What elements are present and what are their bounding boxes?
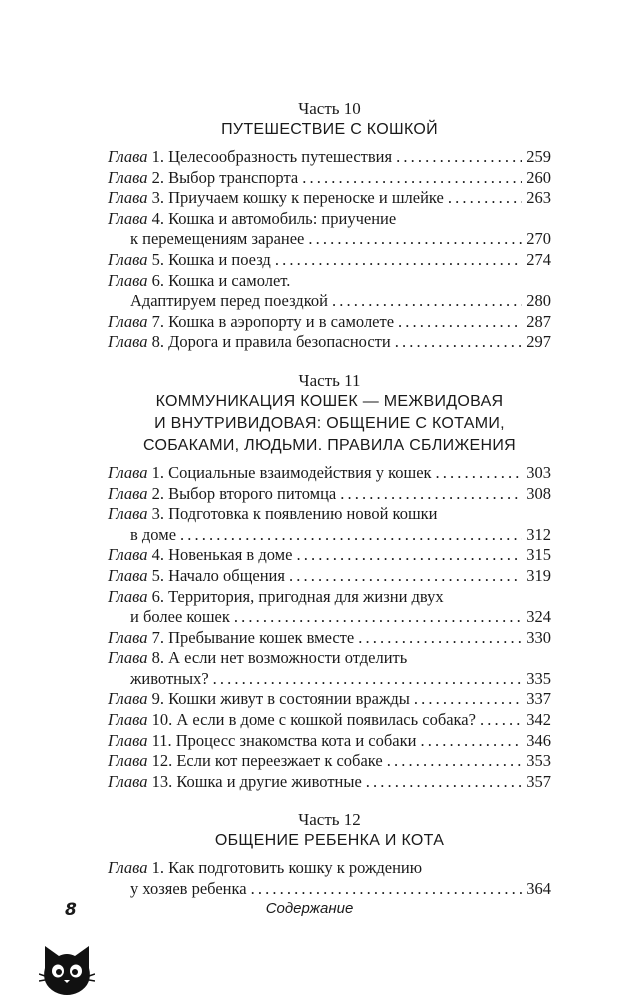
chapter-list — [108, 858, 551, 899]
table-of-contents — [108, 99, 551, 918]
dot-leader — [398, 312, 522, 333]
chapter-title: Если кот переезжает к собаке — [176, 751, 383, 771]
toc-entry — [108, 463, 551, 484]
toc-entry — [108, 271, 551, 312]
page-ref: 312 — [526, 524, 551, 544]
toc-entry — [108, 250, 551, 271]
toc-entry-line — [108, 525, 551, 546]
page-ref: 260 — [526, 167, 551, 187]
chapter-title: Выбор второго питомца — [168, 483, 337, 503]
chapter-label: Глава — [108, 249, 148, 269]
page-ref: 353 — [526, 751, 551, 771]
chapter-list — [108, 147, 551, 353]
chapter-label: Глава — [108, 208, 148, 228]
chapter-number: 1. — [147, 858, 169, 878]
dot-leader — [396, 147, 522, 168]
chapter-label: Глава — [108, 565, 148, 585]
chapter-number: 1. — [147, 462, 169, 482]
page-number: 8 — [65, 900, 77, 920]
chapter-title: Кошка и другие животные — [176, 771, 362, 791]
chapter-title: Выбор транспорта — [168, 167, 299, 187]
chapter-title: Адаптируем перед поездкой — [130, 291, 328, 311]
page-ref: 274 — [526, 249, 551, 269]
chapter-number: 2. — [147, 167, 169, 187]
chapter-title: Процесс знакомства кота и собаки — [175, 730, 417, 750]
chapter-number: 7. — [147, 311, 169, 331]
chapter-number: 5. — [147, 565, 169, 585]
chapter-label: Глава — [108, 147, 148, 166]
toc-entry — [108, 731, 551, 752]
chapter-number: 6. — [147, 586, 169, 606]
dot-leader — [358, 628, 522, 649]
dot-leader — [366, 772, 522, 793]
chapter-title: Приучаем кошку к переноске и шлейке — [168, 188, 444, 208]
chapter-title: у хозяев ребенка — [130, 879, 247, 899]
dot-leader — [387, 751, 523, 772]
toc-entry — [108, 689, 551, 710]
page-ref: 337 — [526, 689, 551, 709]
toc-entry-line — [108, 312, 551, 333]
chapter-label: Глава — [108, 648, 148, 668]
part-title-line: ПУТЕШЕСТВИЕ С КОШКОЙ — [221, 121, 438, 138]
toc-entry — [108, 484, 551, 505]
chapter-title: Как подготовить кошку к рождению — [168, 858, 423, 878]
chapter-title: Целесообразность путешествия — [168, 147, 393, 166]
page-ref: 287 — [526, 311, 551, 331]
toc-entry-line — [108, 250, 551, 271]
dot-leader — [213, 669, 523, 690]
page-ref: 335 — [526, 668, 551, 688]
chapter-label: Глава — [108, 730, 148, 750]
dot-leader — [289, 566, 522, 587]
chapter-label: Глава — [108, 483, 148, 503]
toc-entry — [108, 648, 551, 689]
chapter-title: к перемещениям заранее — [130, 229, 305, 249]
toc-entry-line — [108, 648, 551, 669]
toc-entry — [108, 628, 551, 649]
part-label: Часть 10 — [298, 99, 361, 118]
chapter-title: А если в доме с кошкой появилась собака? — [176, 710, 476, 730]
chapter-title: и более кошек — [130, 607, 230, 627]
chapter-number: 5. — [147, 249, 169, 269]
dot-leader — [302, 168, 522, 189]
part-heading — [108, 371, 551, 457]
dot-leader — [395, 332, 523, 353]
toc-entry — [108, 545, 551, 566]
page-ref: 308 — [526, 483, 551, 503]
part-title-line: СОБАКАМИ, ЛЮДЬМИ. ПРАВИЛА СБЛИЖЕНИЯ — [142, 436, 516, 454]
toc-entry-line — [108, 607, 551, 628]
chapter-title: Территория, пригодная для жизни двух — [168, 586, 444, 606]
toc-entry — [108, 312, 551, 333]
page-ref: 303 — [526, 462, 551, 482]
page-ref: 330 — [526, 627, 551, 647]
page-ref: 315 — [526, 545, 551, 565]
page-ref: 324 — [526, 607, 551, 627]
chapter-label: Глава — [108, 710, 148, 730]
toc-entry-line — [108, 188, 551, 209]
toc-entry-line — [108, 271, 551, 292]
toc-entry-line — [108, 566, 551, 587]
chapter-title: животных? — [130, 668, 209, 688]
toc-entry — [108, 858, 551, 899]
chapter-title: А если нет возможности отделить — [168, 648, 408, 668]
page-ref: 263 — [526, 188, 551, 208]
chapter-number: 1. — [147, 147, 169, 166]
chapter-number: 3. — [147, 188, 169, 208]
part-title-line: ОБЩЕНИЕ РЕБЕНКА И КОТА — [214, 832, 445, 850]
chapter-number: 11. — [147, 730, 176, 750]
page-ref: 259 — [526, 147, 551, 166]
chapter-label: Глава — [108, 167, 148, 187]
chapter-title: Пребывание кошек вместе — [168, 627, 355, 647]
chapter-title: Кошки живут в состоянии вражды — [168, 689, 410, 709]
chapter-number: 10. — [147, 710, 177, 730]
chapter-number: 7. — [147, 627, 169, 647]
toc-entry — [108, 332, 551, 353]
toc-entry — [108, 188, 551, 209]
dot-leader — [234, 607, 522, 628]
toc-entry-line — [108, 168, 551, 189]
chapter-label: Глава — [108, 689, 148, 709]
toc-entry-line — [108, 689, 551, 710]
part-heading — [108, 810, 551, 852]
page-ref: 280 — [526, 291, 551, 311]
chapter-number: 3. — [147, 504, 169, 524]
chapter-title: Кошка и автомобиль: приучение — [168, 208, 397, 228]
chapter-list — [108, 463, 551, 793]
chapter-number: 8. — [147, 648, 169, 668]
chapter-title: Кошка и поезд — [168, 249, 271, 269]
chapter-label: Глава — [108, 751, 148, 771]
chapter-label: Глава — [108, 332, 148, 352]
toc-entry — [108, 772, 551, 793]
chapter-label: Глава — [108, 270, 148, 290]
page-ref: 346 — [526, 730, 551, 750]
chapter-number: 12. — [147, 751, 177, 771]
dot-leader — [480, 710, 522, 731]
toc-entry-line — [108, 463, 551, 484]
toc-entry-line — [108, 587, 551, 608]
chapter-label: Глава — [108, 545, 148, 565]
toc-entry — [108, 751, 551, 772]
chapter-title: в доме — [130, 524, 177, 544]
chapter-number: 9. — [147, 689, 169, 709]
part-label: Часть 12 — [298, 810, 361, 830]
toc-entry — [108, 147, 551, 168]
dot-leader — [308, 229, 522, 250]
chapter-title: Подготовка к появлению новой кошки — [168, 504, 438, 524]
toc-entry-line — [108, 229, 551, 250]
chapter-label: Глава — [108, 504, 148, 524]
chapter-number: 4. — [147, 208, 169, 228]
part-heading — [108, 99, 551, 141]
page-ref: 364 — [526, 879, 551, 899]
chapter-number: 13. — [147, 771, 177, 791]
toc-entry-line — [108, 772, 551, 793]
chapter-title: Дорога и правила безопасности — [168, 332, 391, 352]
toc-entry — [108, 587, 551, 628]
running-title: Содержание — [265, 900, 354, 917]
toc-entry-line — [108, 669, 551, 690]
toc-entry — [108, 566, 551, 587]
chapter-title: Кошка в аэропорту и в самолете — [168, 311, 395, 331]
toc-entry-line — [108, 484, 551, 505]
part-title-line: КОММУНИКАЦИЯ КОШЕК — МЕЖВИДОВАЯ — [155, 392, 504, 410]
toc-entry-line — [108, 147, 551, 168]
toc-entry — [108, 209, 551, 250]
dot-leader — [436, 463, 523, 484]
toc-entry — [108, 504, 551, 545]
toc-entry-line — [108, 291, 551, 312]
chapter-number: 2. — [147, 483, 169, 503]
dot-leader — [414, 689, 522, 710]
part-title-line: И ВНУТРИВИДОВАЯ: ОБЩЕНИЕ С КОТАМИ, — [154, 414, 505, 432]
toc-entry-line — [108, 731, 551, 752]
toc-entry-line — [108, 332, 551, 353]
chapter-label: Глава — [108, 858, 148, 878]
dot-leader — [420, 731, 522, 752]
chapter-label: Глава — [108, 311, 148, 331]
dot-leader — [251, 879, 523, 900]
toc-entry-line — [108, 545, 551, 566]
chapter-label: Глава — [108, 627, 148, 647]
part-label: Часть 11 — [298, 370, 361, 390]
dot-leader — [332, 291, 522, 312]
page-ref: 297 — [526, 332, 551, 352]
toc-entry-line — [108, 504, 551, 525]
chapter-label: Глава — [108, 586, 148, 606]
chapter-title: Социальные взаимодействия у кошек — [168, 462, 432, 482]
chapter-title: Кошка и самолет. — [168, 270, 291, 290]
dot-leader — [180, 525, 522, 546]
dot-leader — [275, 250, 522, 271]
toc-entry-line — [108, 628, 551, 649]
chapter-title: Начало общения — [168, 565, 285, 585]
chapter-label: Глава — [108, 188, 148, 208]
dot-leader — [448, 188, 522, 209]
cat-face-icon — [39, 938, 95, 998]
toc-entry-line — [108, 751, 551, 772]
page-ref: 342 — [526, 710, 551, 730]
chapter-title: Новенькая в доме — [168, 545, 293, 565]
chapter-label: Глава — [108, 462, 148, 482]
toc-entry — [108, 710, 551, 731]
toc-entry-line — [108, 710, 551, 731]
chapter-number: 6. — [147, 270, 169, 290]
dot-leader — [340, 484, 522, 505]
toc-entry-line — [108, 209, 551, 230]
page-ref: 270 — [526, 229, 551, 249]
page-ref: 319 — [526, 565, 551, 585]
chapter-label: Глава — [108, 771, 148, 791]
toc-entry-line — [108, 879, 551, 900]
dot-leader — [296, 545, 522, 566]
toc-entry — [108, 168, 551, 189]
page-ref: 357 — [526, 771, 551, 791]
chapter-number: 4. — [147, 545, 169, 565]
toc-entry-line — [108, 858, 551, 879]
chapter-number: 8. — [147, 332, 169, 352]
